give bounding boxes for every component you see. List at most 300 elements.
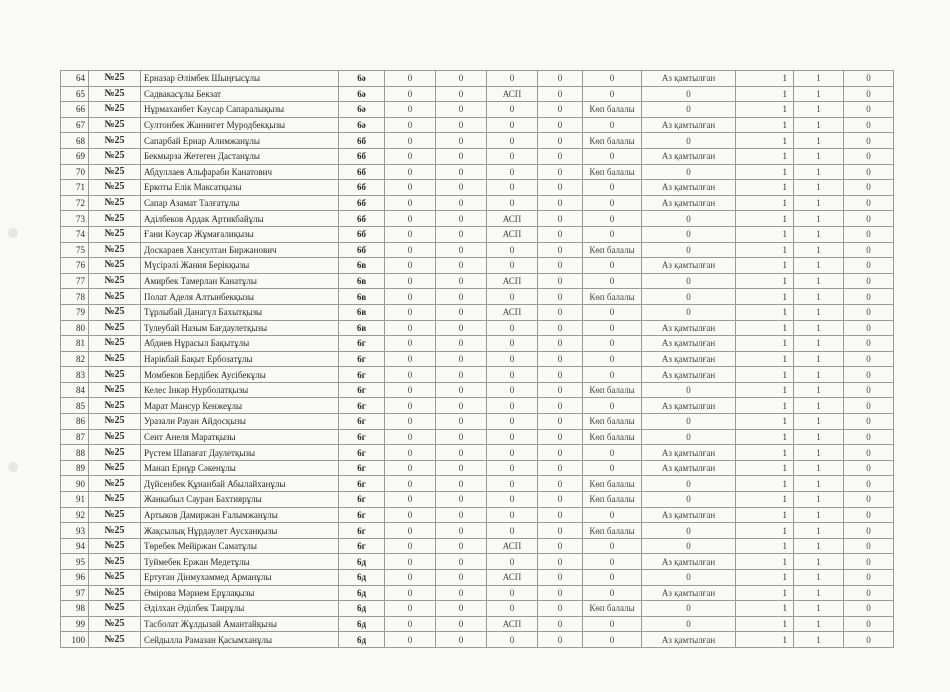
row-number-cell: 68	[61, 133, 89, 149]
col2-cell: 0	[436, 336, 487, 352]
class-cell: 6д	[339, 601, 385, 617]
col2-cell: 0	[436, 585, 487, 601]
col8-cell: 1	[794, 570, 844, 586]
col8-cell: 1	[794, 492, 844, 508]
student-name-cell: Әділхан Әділбек Таирұлы	[141, 601, 339, 617]
income-status-cell: Аз қамтылған	[642, 180, 736, 196]
table-body	[61, 71, 894, 648]
col3-cell: АСП	[487, 211, 538, 227]
col1-cell: 0	[385, 538, 436, 554]
family-status-cell: 0	[583, 351, 642, 367]
col2-cell: 0	[436, 148, 487, 164]
col9-cell: 0	[844, 117, 894, 133]
school-cell: №25	[89, 367, 141, 383]
income-status-cell: 0	[642, 616, 736, 632]
row-number-cell: 95	[61, 554, 89, 570]
col4-cell: 0	[538, 336, 583, 352]
col2-cell: 0	[436, 211, 487, 227]
student-table	[60, 70, 894, 648]
student-name-cell: Әмірова Мәрием Ерұлақызы	[141, 585, 339, 601]
col2-cell: 0	[436, 523, 487, 539]
table-row	[61, 289, 894, 305]
col4-cell: 0	[538, 102, 583, 118]
family-status-cell: 0	[583, 320, 642, 336]
col7-cell: 1	[736, 351, 794, 367]
table-row	[61, 320, 894, 336]
table-row	[61, 133, 894, 149]
income-status-cell: 0	[642, 523, 736, 539]
col2-cell: 0	[436, 601, 487, 617]
student-name-cell: Полат Аделя Алтынбекқызы	[141, 289, 339, 305]
table-row	[61, 164, 894, 180]
income-status-cell: Аз қамтылған	[642, 117, 736, 133]
col8-cell: 1	[794, 258, 844, 274]
table-row	[61, 86, 894, 102]
col1-cell: 0	[385, 492, 436, 508]
row-number-cell: 79	[61, 304, 89, 320]
col8-cell: 1	[794, 304, 844, 320]
student-name-cell: Манап Ернұр Сәкенұлы	[141, 460, 339, 476]
income-status-cell: 0	[642, 476, 736, 492]
col8-cell: 1	[794, 133, 844, 149]
col7-cell: 1	[736, 226, 794, 242]
col2-cell: 0	[436, 367, 487, 383]
table-row	[61, 460, 894, 476]
col9-cell: 0	[844, 102, 894, 118]
table-row	[61, 258, 894, 274]
col3-cell: 0	[487, 398, 538, 414]
school-cell: №25	[89, 507, 141, 523]
family-status-cell: 0	[583, 117, 642, 133]
row-number-cell: 91	[61, 492, 89, 508]
student-name-cell: Тасболат Жұлдызай Амантайқызы	[141, 616, 339, 632]
col4-cell: 0	[538, 195, 583, 211]
family-status-cell: Көп балалы	[583, 429, 642, 445]
family-status-cell: Көп балалы	[583, 289, 642, 305]
col7-cell: 1	[736, 507, 794, 523]
col4-cell: 0	[538, 445, 583, 461]
row-number-cell: 82	[61, 351, 89, 367]
class-cell: 6б	[339, 133, 385, 149]
student-name-cell: Дүйсенбек Құнанбай Абылайханұлы	[141, 476, 339, 492]
row-number-cell: 100	[61, 632, 89, 648]
income-status-cell: Аз қамтылған	[642, 367, 736, 383]
col3-cell: 0	[487, 148, 538, 164]
student-name-cell: Рүстем Шапағат Даулетқызы	[141, 445, 339, 461]
col2-cell: 0	[436, 242, 487, 258]
student-name-cell: Садвакасұлы Бекзат	[141, 86, 339, 102]
table-row	[61, 195, 894, 211]
school-cell: №25	[89, 164, 141, 180]
col2-cell: 0	[436, 273, 487, 289]
income-status-cell: 0	[642, 414, 736, 430]
table-row	[61, 211, 894, 227]
col9-cell: 0	[844, 476, 894, 492]
family-status-cell: Көп балалы	[583, 414, 642, 430]
col3-cell: АСП	[487, 570, 538, 586]
school-cell: №25	[89, 554, 141, 570]
col9-cell: 0	[844, 507, 894, 523]
student-name-cell: Нұрмаханбет Кәусар Сапаралықызы	[141, 102, 339, 118]
student-name-cell: Сапар Азамат Талғатұлы	[141, 195, 339, 211]
row-number-cell: 97	[61, 585, 89, 601]
col4-cell: 0	[538, 398, 583, 414]
income-status-cell: Аз қамтылған	[642, 632, 736, 648]
col7-cell: 1	[736, 460, 794, 476]
col4-cell: 0	[538, 226, 583, 242]
class-cell: 6д	[339, 585, 385, 601]
col8-cell: 1	[794, 211, 844, 227]
family-status-cell: 0	[583, 632, 642, 648]
class-cell: 6д	[339, 616, 385, 632]
class-cell: 6д	[339, 570, 385, 586]
col7-cell: 1	[736, 492, 794, 508]
student-name-cell: Аділбеков Ардак Артикбайұлы	[141, 211, 339, 227]
school-cell: №25	[89, 538, 141, 554]
col3-cell: 0	[487, 523, 538, 539]
col7-cell: 1	[736, 570, 794, 586]
col3-cell: 0	[487, 632, 538, 648]
col9-cell: 0	[844, 336, 894, 352]
row-number-cell: 85	[61, 398, 89, 414]
income-status-cell: Аз қамтылған	[642, 336, 736, 352]
col3-cell: 0	[487, 476, 538, 492]
col1-cell: 0	[385, 601, 436, 617]
col1-cell: 0	[385, 585, 436, 601]
punch-hole	[8, 462, 18, 472]
row-number-cell: 65	[61, 86, 89, 102]
income-status-cell: 0	[642, 164, 736, 180]
student-name-cell: Келес Інкәр Нурболатқызы	[141, 382, 339, 398]
table-row	[61, 71, 894, 87]
student-name-cell: Артыков Дамиржан Ғалымжанұлы	[141, 507, 339, 523]
income-status-cell: Аз қамтылған	[642, 320, 736, 336]
school-cell: №25	[89, 133, 141, 149]
student-name-cell: Уразали Рауан Айдосқызы	[141, 414, 339, 430]
school-cell: №25	[89, 601, 141, 617]
class-cell: 6д	[339, 632, 385, 648]
col3-cell: 0	[487, 429, 538, 445]
col9-cell: 0	[844, 414, 894, 430]
school-cell: №25	[89, 211, 141, 227]
col8-cell: 1	[794, 289, 844, 305]
col7-cell: 1	[736, 554, 794, 570]
col7-cell: 1	[736, 289, 794, 305]
col4-cell: 0	[538, 382, 583, 398]
col8-cell: 1	[794, 164, 844, 180]
col9-cell: 0	[844, 632, 894, 648]
table-row	[61, 554, 894, 570]
table-row	[61, 601, 894, 617]
class-cell: 6г	[339, 445, 385, 461]
income-status-cell: Аз қамтылған	[642, 460, 736, 476]
row-number-cell: 92	[61, 507, 89, 523]
class-cell: 6г	[339, 460, 385, 476]
col8-cell: 1	[794, 445, 844, 461]
col9-cell: 0	[844, 86, 894, 102]
col3-cell: 0	[487, 382, 538, 398]
family-status-cell: Көп балалы	[583, 382, 642, 398]
col8-cell: 1	[794, 601, 844, 617]
row-number-cell: 80	[61, 320, 89, 336]
income-status-cell: 0	[642, 429, 736, 445]
col8-cell: 1	[794, 226, 844, 242]
col1-cell: 0	[385, 616, 436, 632]
student-name-cell: Ерназар Әлімбек Шыңғысұлы	[141, 71, 339, 87]
table-row	[61, 336, 894, 352]
col2-cell: 0	[436, 226, 487, 242]
class-cell: 6г	[339, 492, 385, 508]
col9-cell: 0	[844, 429, 894, 445]
row-number-cell: 67	[61, 117, 89, 133]
col8-cell: 1	[794, 102, 844, 118]
col7-cell: 1	[736, 585, 794, 601]
family-status-cell: 0	[583, 86, 642, 102]
col2-cell: 0	[436, 133, 487, 149]
col1-cell: 0	[385, 258, 436, 274]
col4-cell: 0	[538, 86, 583, 102]
col4-cell: 0	[538, 242, 583, 258]
family-status-cell: Көп балалы	[583, 242, 642, 258]
col8-cell: 1	[794, 523, 844, 539]
class-cell: 6ә	[339, 86, 385, 102]
table-row	[61, 632, 894, 648]
col8-cell: 1	[794, 351, 844, 367]
family-status-cell: 0	[583, 148, 642, 164]
family-status-cell: 0	[583, 304, 642, 320]
table-row	[61, 117, 894, 133]
class-cell: 6б	[339, 180, 385, 196]
col8-cell: 1	[794, 538, 844, 554]
family-status-cell: 0	[583, 71, 642, 87]
class-cell: 6г	[339, 507, 385, 523]
student-name-cell: Сеит Анеля Маратқызы	[141, 429, 339, 445]
class-cell: 6в	[339, 289, 385, 305]
income-status-cell: 0	[642, 304, 736, 320]
student-name-cell: Туймебек Ержан Медетұлы	[141, 554, 339, 570]
school-cell: №25	[89, 304, 141, 320]
school-cell: №25	[89, 414, 141, 430]
col8-cell: 1	[794, 320, 844, 336]
class-cell: 6г	[339, 476, 385, 492]
family-status-cell: 0	[583, 226, 642, 242]
row-number-cell: 75	[61, 242, 89, 258]
class-cell: 6г	[339, 351, 385, 367]
class-cell: 6г	[339, 398, 385, 414]
col8-cell: 1	[794, 414, 844, 430]
row-number-cell: 76	[61, 258, 89, 274]
col8-cell: 1	[794, 632, 844, 648]
col1-cell: 0	[385, 367, 436, 383]
col3-cell: 0	[487, 554, 538, 570]
income-status-cell: 0	[642, 538, 736, 554]
school-cell: №25	[89, 616, 141, 632]
col3-cell: 0	[487, 164, 538, 180]
col3-cell: 0	[487, 601, 538, 617]
col2-cell: 0	[436, 102, 487, 118]
col7-cell: 1	[736, 367, 794, 383]
col4-cell: 0	[538, 148, 583, 164]
col9-cell: 0	[844, 616, 894, 632]
col4-cell: 0	[538, 180, 583, 196]
student-name-cell: Бекмырза Жетеген Дастанұлы	[141, 148, 339, 164]
income-status-cell: Аз қамтылған	[642, 554, 736, 570]
col2-cell: 0	[436, 289, 487, 305]
table-row	[61, 398, 894, 414]
income-status-cell: Аз қамтылған	[642, 445, 736, 461]
income-status-cell: 0	[642, 601, 736, 617]
class-cell: 6ә	[339, 102, 385, 118]
col1-cell: 0	[385, 336, 436, 352]
school-cell: №25	[89, 258, 141, 274]
col2-cell: 0	[436, 476, 487, 492]
student-name-cell: Ғани Кәусар Жұмағалиқызы	[141, 226, 339, 242]
row-number-cell: 99	[61, 616, 89, 632]
table-row	[61, 523, 894, 539]
punch-hole	[8, 228, 18, 238]
income-status-cell: Аз қамтылған	[642, 71, 736, 87]
col4-cell: 0	[538, 538, 583, 554]
col9-cell: 0	[844, 164, 894, 180]
row-number-cell: 93	[61, 523, 89, 539]
col7-cell: 1	[736, 195, 794, 211]
table-row	[61, 445, 894, 461]
table-row	[61, 304, 894, 320]
school-cell: №25	[89, 195, 141, 211]
row-number-cell: 94	[61, 538, 89, 554]
col9-cell: 0	[844, 320, 894, 336]
col3-cell: 0	[487, 180, 538, 196]
table-row	[61, 429, 894, 445]
table-row	[61, 148, 894, 164]
class-cell: 6ә	[339, 117, 385, 133]
family-status-cell: 0	[583, 554, 642, 570]
family-status-cell: Көп балалы	[583, 133, 642, 149]
col7-cell: 1	[736, 429, 794, 445]
family-status-cell: 0	[583, 367, 642, 383]
student-name-cell: Доскараев Хансултан Биржанович	[141, 242, 339, 258]
col3-cell: 0	[487, 289, 538, 305]
income-status-cell: 0	[642, 242, 736, 258]
income-status-cell: 0	[642, 570, 736, 586]
col7-cell: 1	[736, 258, 794, 274]
col7-cell: 1	[736, 336, 794, 352]
row-number-cell: 87	[61, 429, 89, 445]
col9-cell: 0	[844, 460, 894, 476]
col8-cell: 1	[794, 367, 844, 383]
col7-cell: 1	[736, 242, 794, 258]
col2-cell: 0	[436, 429, 487, 445]
col3-cell: АСП	[487, 616, 538, 632]
col3-cell: 0	[487, 492, 538, 508]
col4-cell: 0	[538, 133, 583, 149]
col1-cell: 0	[385, 117, 436, 133]
col7-cell: 1	[736, 414, 794, 430]
table-row	[61, 476, 894, 492]
school-cell: №25	[89, 351, 141, 367]
income-status-cell: Аз қамтылған	[642, 195, 736, 211]
col9-cell: 0	[844, 71, 894, 87]
col2-cell: 0	[436, 180, 487, 196]
col4-cell: 0	[538, 523, 583, 539]
col7-cell: 1	[736, 133, 794, 149]
col7-cell: 1	[736, 398, 794, 414]
class-cell: 6г	[339, 367, 385, 383]
school-cell: №25	[89, 242, 141, 258]
col9-cell: 0	[844, 445, 894, 461]
school-cell: №25	[89, 102, 141, 118]
family-status-cell: 0	[583, 570, 642, 586]
row-number-cell: 70	[61, 164, 89, 180]
family-status-cell: 0	[583, 258, 642, 274]
col8-cell: 1	[794, 429, 844, 445]
table-row	[61, 507, 894, 523]
col7-cell: 1	[736, 180, 794, 196]
col4-cell: 0	[538, 616, 583, 632]
col2-cell: 0	[436, 382, 487, 398]
col7-cell: 1	[736, 117, 794, 133]
col3-cell: 0	[487, 445, 538, 461]
col7-cell: 1	[736, 476, 794, 492]
student-name-cell: Тулеубай Назым Бағдаулетқызы	[141, 320, 339, 336]
col1-cell: 0	[385, 320, 436, 336]
family-status-cell: Көп балалы	[583, 476, 642, 492]
col9-cell: 0	[844, 304, 894, 320]
col1-cell: 0	[385, 273, 436, 289]
col8-cell: 1	[794, 117, 844, 133]
student-name-cell: Төребек Мейіржан Саматұлы	[141, 538, 339, 554]
family-status-cell: 0	[583, 507, 642, 523]
family-status-cell: 0	[583, 445, 642, 461]
class-cell: 6в	[339, 320, 385, 336]
col1-cell: 0	[385, 429, 436, 445]
school-cell: №25	[89, 476, 141, 492]
col4-cell: 0	[538, 460, 583, 476]
school-cell: №25	[89, 180, 141, 196]
student-name-cell: Тұрлыбай Данагүл Бахытқызы	[141, 304, 339, 320]
col3-cell: 0	[487, 460, 538, 476]
row-number-cell: 98	[61, 601, 89, 617]
col1-cell: 0	[385, 523, 436, 539]
col2-cell: 0	[436, 351, 487, 367]
col4-cell: 0	[538, 476, 583, 492]
col2-cell: 0	[436, 445, 487, 461]
row-number-cell: 81	[61, 336, 89, 352]
row-number-cell: 84	[61, 382, 89, 398]
col7-cell: 1	[736, 86, 794, 102]
col2-cell: 0	[436, 632, 487, 648]
col3-cell: 0	[487, 336, 538, 352]
income-status-cell: Аз қамтылған	[642, 398, 736, 414]
col1-cell: 0	[385, 180, 436, 196]
col4-cell: 0	[538, 320, 583, 336]
row-number-cell: 86	[61, 414, 89, 430]
col2-cell: 0	[436, 460, 487, 476]
col1-cell: 0	[385, 102, 436, 118]
col9-cell: 0	[844, 148, 894, 164]
student-name-cell: Нәрікбай Бақыт Ербозатұлы	[141, 351, 339, 367]
school-cell: №25	[89, 71, 141, 87]
col1-cell: 0	[385, 71, 436, 87]
col9-cell: 0	[844, 211, 894, 227]
table-row	[61, 102, 894, 118]
col7-cell: 1	[736, 164, 794, 180]
col8-cell: 1	[794, 148, 844, 164]
student-name-cell: Еркоты Елік Максатқызы	[141, 180, 339, 196]
col7-cell: 1	[736, 102, 794, 118]
col2-cell: 0	[436, 616, 487, 632]
col8-cell: 1	[794, 336, 844, 352]
